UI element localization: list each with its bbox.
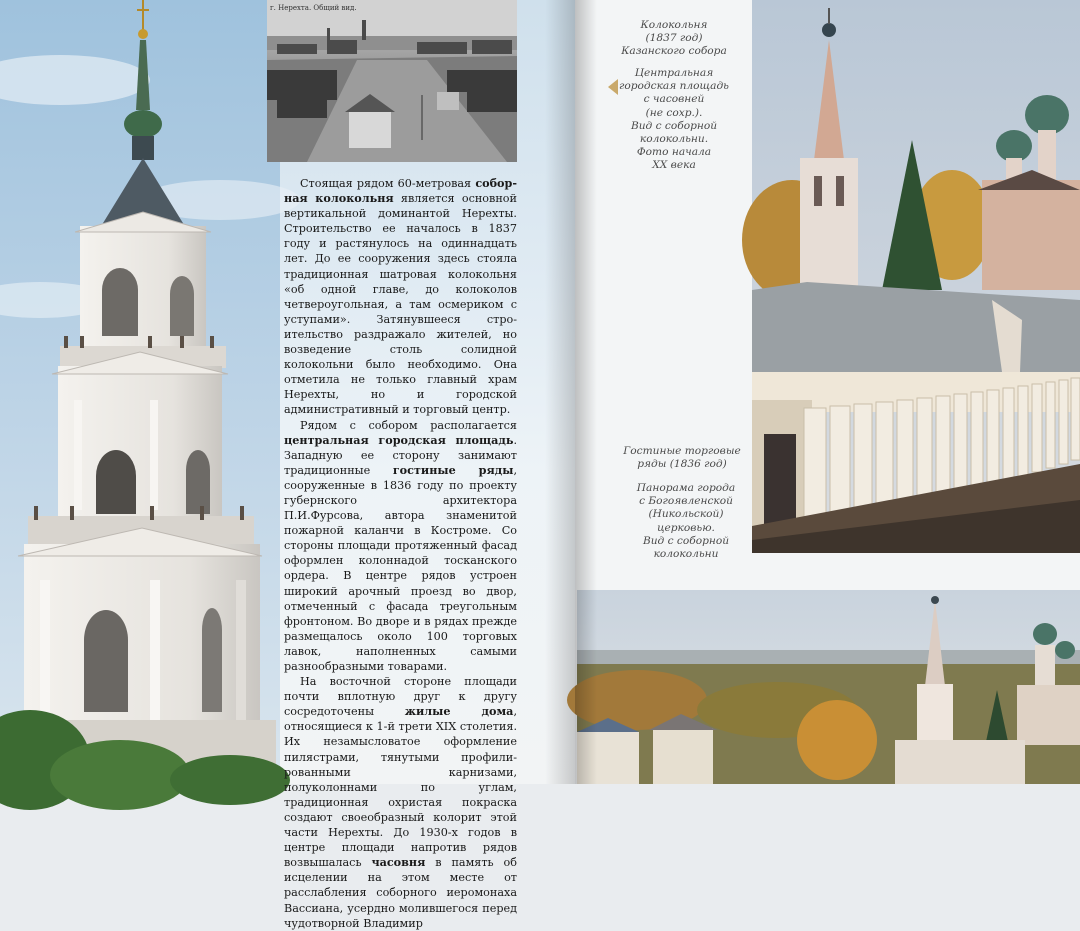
caption-line: церковью. [657, 521, 715, 534]
caption-line: с часовней [643, 93, 705, 106]
article-paragraph [284, 418, 517, 675]
article-paragraph [284, 674, 517, 931]
text-run: является основной вертикальной доминантой Нерехты. Строительство ее началось в 1837 году и растянулось на одиннадцать лет. До ее сооружения здесь стояла традиционная шатровая колокольня «об одной главе, до колоколов четвероугольная, а там осмериком с уступами». Затянувшееся строительство раздражало жителей, но возведение столь солидной колокольни было необходимо. Она отметила не только главный храм Нерехты, но и городской административный и торговый центр. [284, 192, 517, 417]
bold-term: часовня [371, 855, 426, 870]
caption-line: колокольни. [639, 133, 709, 146]
text-run: , относящиеся к 1-й трети XIX столетия. Их незамысловатое оформление пилястрами, тянутыми профилированными карнизами, полуколоннами по углам, традиционная охристая покраска создают своеобразный колорит этой части Нерехты. До 1930-х годов в центре площади напротив рядов возвышалась [284, 705, 517, 870]
text-run: Стоящая рядом 60-метровая [300, 177, 476, 190]
bold-term: соборная колокольня [284, 176, 517, 206]
bold-term: центральная городская площадь [284, 432, 514, 447]
text-run: в память об исцелении на этом месте от расслабления соборного иеромонаха Вассиана, усердно молившегося перед чудотворной Владимир [284, 856, 517, 930]
panorama-photo [577, 590, 1080, 784]
bold-term: гостиные ряды [392, 462, 514, 477]
caption-line: Казанского собора [621, 45, 727, 58]
caption-line: Фото начала [636, 146, 712, 159]
caption-line: Колокольня [640, 19, 708, 31]
caption-central-square [612, 67, 736, 173]
caption-line: Вид с соборной [630, 119, 718, 132]
old-photo-caption: г. Нерехта. Общий вид. [270, 4, 357, 12]
caption-line: Панорама города [636, 482, 736, 494]
old-photo-image [267, 0, 517, 162]
caption-panorama [624, 482, 748, 561]
caption-line: Центральная [634, 67, 714, 79]
caption-trade-rows [620, 445, 744, 471]
caption-line: XX века [652, 159, 696, 172]
bell-tower-photo [0, 0, 280, 784]
caption-line: Гостиные торговые [623, 445, 741, 457]
bold-term: жилые дома [404, 704, 514, 719]
text-run: . Западную ее сторону занимают традиционные [284, 433, 517, 477]
caption-line: (Никольской) [648, 508, 724, 521]
caption-line: Вид с соборной [642, 534, 730, 547]
caption-line: городская площадь [619, 80, 729, 93]
caption-bell-tower [612, 19, 736, 59]
caption-line: с Богоявленской [639, 495, 733, 508]
old-town-square-photo [267, 0, 517, 162]
caption-line: ряды (1836 год) [637, 458, 727, 471]
caption-line: (1837 год) [645, 32, 703, 45]
article-paragraph [284, 176, 517, 418]
text-run: На восточной стороне площади почти вплотную друг к другу сосредоточены [284, 675, 517, 719]
trade-rows-photo [752, 0, 1080, 553]
caption-line: колокольни [653, 548, 719, 561]
caption-line: (не сохр.). [645, 106, 703, 119]
text-run: Рядом с собором располагается [300, 418, 517, 432]
text-run: , сооруженные в 1836 году по проекту губернского архитектора П.И.Фурсова, автора знаменитой пожарной каланчи в Костроме. Со стороны площади протяженный фасад оформлен колоннадой тосканского ордера. В центре рядов устроен широкий арочный проезд во двор, отмеченный с фасада треугольным фронтоном. Во дворе и в рядах прежде размещалось около 100 торговых лавок, наполненных самыми разнообразными товарами. [284, 463, 517, 673]
article-text [284, 176, 517, 931]
